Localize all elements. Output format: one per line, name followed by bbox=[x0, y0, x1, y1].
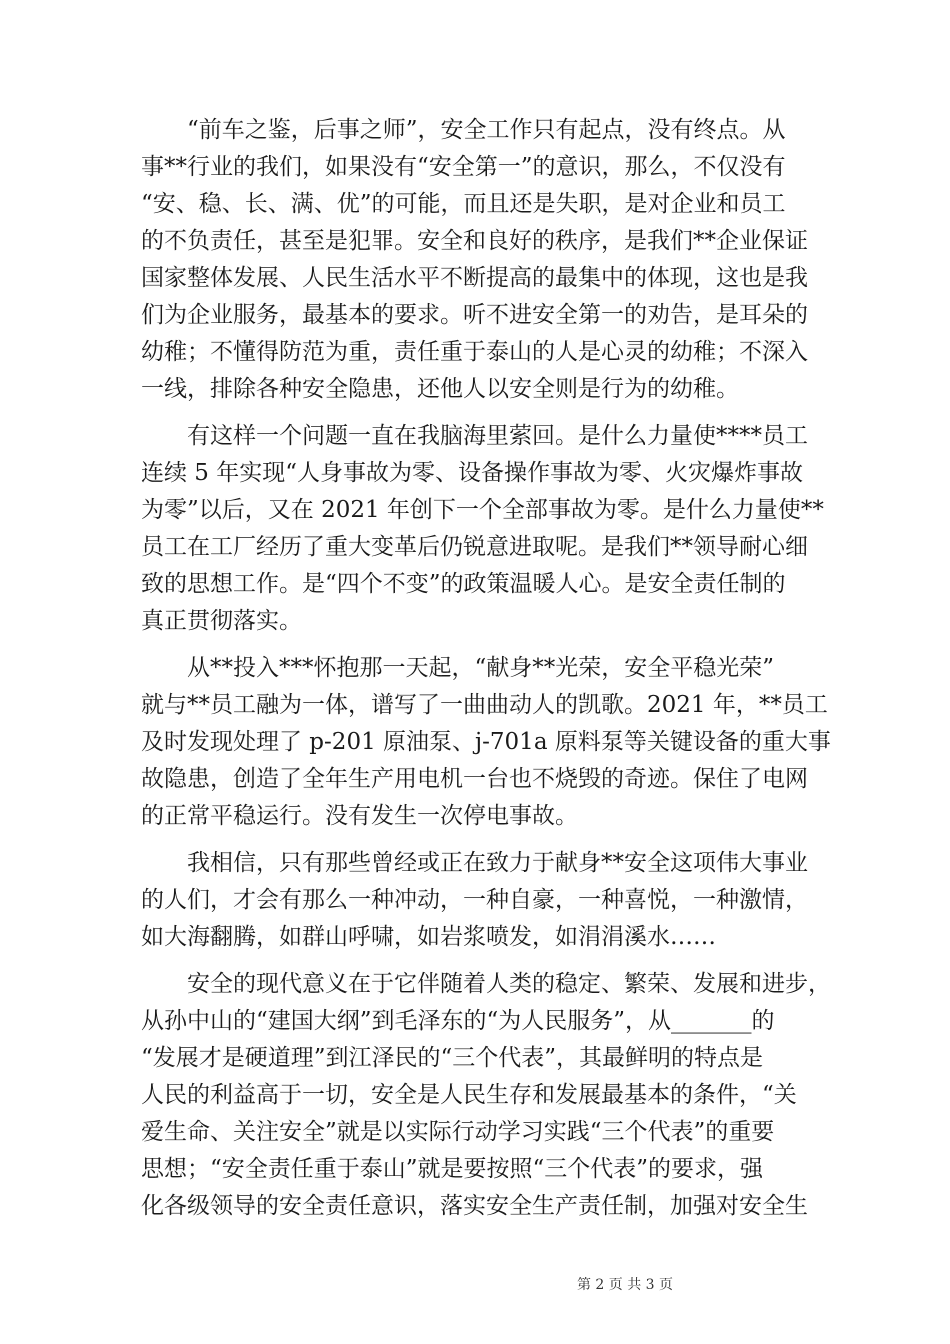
text-line: 如大海翻腾，如群山呼啸，如岩浆喷发，如涓涓溪水…… bbox=[141, 924, 716, 950]
paragraph-5 bbox=[141, 966, 831, 1225]
text-line: 我相信，只有那些曾经或正在致力于献身**安全这项伟大事业 bbox=[141, 850, 808, 876]
text-line: 的人们，才会有那么一种冲动，一种自豪，一种喜悦，一种激情， bbox=[141, 887, 808, 913]
page-number: 第 2 页 共 3 页 bbox=[576, 1277, 674, 1293]
text-line: 爱生命、关注安全”就是以实际行动学习实践“三个代表”的重要 bbox=[141, 1119, 775, 1145]
text-line: 一线，排除各种安全隐患，还他人以安全则是行为的幼稚。 bbox=[141, 376, 739, 402]
text-line: 为零”以后，又在 2021 年创下一个全部事故为零。是什么力量使** bbox=[141, 497, 824, 523]
text-line: 从孙中山的“建国大纲”到毛泽东的“为人民服务”，从_______的 bbox=[141, 1008, 775, 1034]
text-line: 的不负责任，甚至是犯罪。安全和良好的秩序，是我们**企业保证 bbox=[141, 228, 808, 254]
text-line: 从**投入***怀抱那一天起，“献身**光荣，安全平稳光荣” bbox=[141, 655, 775, 681]
text-line: 就与**员工融为一体，谱写了一曲曲动人的凯歌。2021 年，**员工 bbox=[141, 692, 828, 718]
text-line: 真正贯彻落实。 bbox=[141, 608, 302, 634]
paragraph-1 bbox=[141, 112, 816, 408]
text-line: 事**行业的我们，如果没有“安全第一”的意识，那么，不仅没有 bbox=[141, 154, 786, 180]
text-line: “前车之鉴，后事之师”，安全工作只有起点，没有终点。从 bbox=[141, 117, 786, 143]
text-line: 的正常平稳运行。没有发生一次停电事故。 bbox=[141, 803, 578, 829]
text-line: 及时发现处理了 p-201 原油泵、j-701a 原料泵等关键设备的重大事 bbox=[141, 729, 831, 755]
text-line: 思想；“安全责任重于泰山”就是要按照“三个代表”的要求，强 bbox=[141, 1156, 764, 1182]
document-body bbox=[141, 112, 831, 1225]
text-line: 员工在工厂经历了重大变革后仍锐意进取呢。是我们**领导耐心细 bbox=[141, 534, 808, 560]
text-line: “发展才是硬道理”到江泽民的“三个代表”，其最鲜明的特点是 bbox=[141, 1045, 764, 1071]
text-line: 人民的利益高于一切，安全是人民生存和发展最基本的条件，“关 bbox=[141, 1082, 797, 1108]
text-line: 故隐患，创造了全年生产用电机一台也不烧毁的奇迹。保住了电网 bbox=[141, 766, 808, 792]
text-line: 致的思想工作。是“四个不变”的政策温暖人心。是安全责任制的 bbox=[141, 571, 786, 597]
text-line: 有这样一个问题一直在我脑海里萦回。是什么力量使****员工 bbox=[141, 423, 808, 449]
text-line: 国家整体发展、人民生活水平不断提高的最集中的体现，这也是我 bbox=[141, 265, 808, 291]
text-line: 安全的现代意义在于它伴随着人类的稳定、繁荣、发展和进步， bbox=[141, 971, 831, 997]
text-line: 化各级领导的安全责任意识，落实安全生产责任制，加强对安全生 bbox=[141, 1193, 808, 1219]
text-line: 连续 5 年实现“人身事故为零、设备操作事故为零、火灾爆炸事故 bbox=[141, 460, 804, 486]
text-line: 幼稚；不懂得防范为重，责任重于泰山的人是心灵的幼稚；不深入 bbox=[141, 339, 808, 365]
paragraph-4 bbox=[141, 845, 816, 956]
text-line: 们为企业服务，最基本的要求。听不进安全第一的劝告，是耳朵的 bbox=[141, 302, 808, 328]
text-line: “安、稳、长、满、优”的可能，而且还是失职，是对企业和员工 bbox=[141, 191, 786, 217]
paragraph-3 bbox=[141, 650, 831, 835]
paragraph-2 bbox=[141, 418, 824, 640]
